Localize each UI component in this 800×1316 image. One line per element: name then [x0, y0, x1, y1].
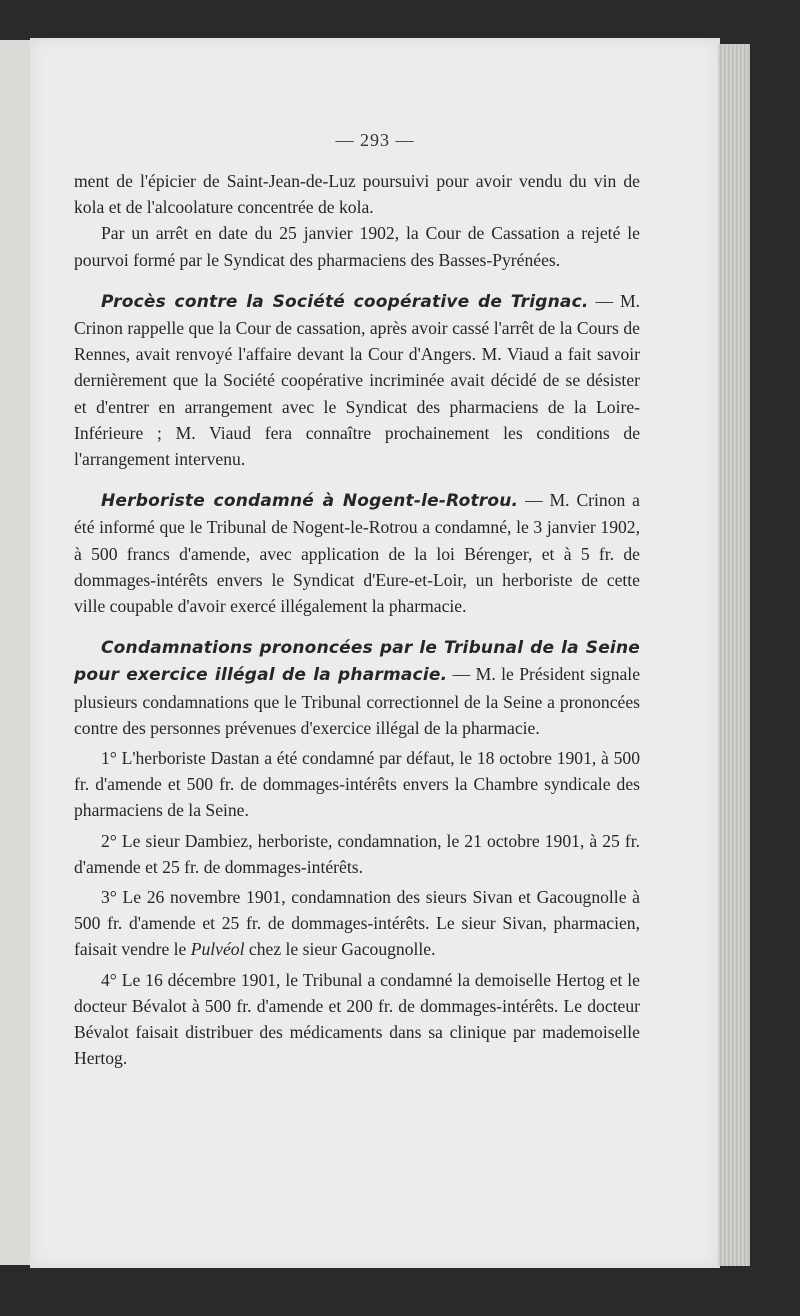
list-item-4: 4° Le 16 décembre 1901, le Tribunal a condamné la demoiselle Hertog et le docteur Bévalot à 500 fr. d'amende et 200 fr. de dommages-intérêts. Le docteur Bévalot faisait distribuer des médicaments dans sa clinique par mademoiselle Hertog. — [74, 969, 640, 1069]
book-page — [30, 38, 720, 1268]
section-body-seine: — M. le Président signale plusieurs condamnations que le Tribunal correctionnel de la Seine a prononcées contre des personnes prévenues d'exercice illégal de la pharmacie. — [74, 664, 640, 738]
section-heading-seine: Condamnations prononcées par le Tribunal de la Seine pour exercice illégal de la pharmacie. — [74, 638, 640, 686]
paragraph-1: ment de l'épicier de Saint-Jean-de-Luz poursuivi pour avoir vendu du vin de kola et de l'alcoolature concentrée de kola. — [74, 171, 640, 218]
page-number: — 293 — — [335, 130, 415, 150]
page-stack-edge — [718, 44, 750, 1266]
list-item-2: 2° Le sieur Dambiez, herboriste, condamnation, le 21 octobre 1901, à 25 fr. d'amende et 25 fr. de dommages-intérêts. — [74, 830, 640, 877]
paragraph-trignac — [74, 288, 640, 472]
section-body-nogent: — M. Crinon a été informé que le Tribunal de Nogent-le-Rotrou a condamné, le 3 janvier 1902, à 500 francs d'amende, avec application de la loi Bérenger, et à 5 fr. de dommages-intérêts envers le Syndicat d'Eure-et-Loir, un herboriste de cette ville coupable d'avoir exercé illégalement la pharmacie. — [74, 490, 640, 617]
paragraph-seine — [74, 634, 640, 741]
section-body-trignac: — M. Crinon rappelle que la Cour de cassation, après avoir cassé l'arrêt de la Cours de Rennes, avait renvoyé l'affaire devant la Cour d'Angers. M. Viaud a fait savoir dernièrement que la Société coopérative incriminée avait décidé de se désister et d'entrer en arrangement avec le Syndicat des pharmaciens de la Loire-Inférieure ; M. Viaud fera connaître prochainement les conditions de l'arrangement intervenu. — [74, 290, 640, 470]
section-heading-trignac: Procès contre la Société coopérative de Trignac. — [101, 291, 589, 312]
list-item-3-italic: Pulvéol — [190, 939, 245, 960]
facing-page-edge — [0, 40, 32, 1265]
paragraph-2: Par un arrêt en date du 25 janvier 1902, la Cour de Cassation a rejeté le pourvoi formé par le Syndicat des pharmaciens des Basses-Pyrénées. — [74, 223, 640, 270]
list-item-1: 1° L'herboriste Dastan a été condamné par défaut, le 18 octobre 1901, à 500 fr. d'amende et 500 fr. de dommages-intérêts envers la Chambre syndicale des pharmaciens de la Seine. — [74, 748, 640, 821]
list-item-3-text-a: 3° Le 26 novembre 1901, condamnation des sieurs Sivan et Gacougnolle à 500 fr. d'amende et 25 fr. de dommages-intérêts. Le sieur Sivan, pharmacien, faisait vendre le — [74, 887, 640, 960]
list-item-3 — [74, 884, 640, 963]
list-item-3-text-b: chez le sieur Gacougnolle. — [244, 939, 436, 960]
page-body — [74, 168, 640, 1072]
paragraph-nogent — [74, 487, 640, 619]
section-heading-nogent: Herboriste condamné à Nogent-le-Rotrou. — [101, 491, 519, 512]
